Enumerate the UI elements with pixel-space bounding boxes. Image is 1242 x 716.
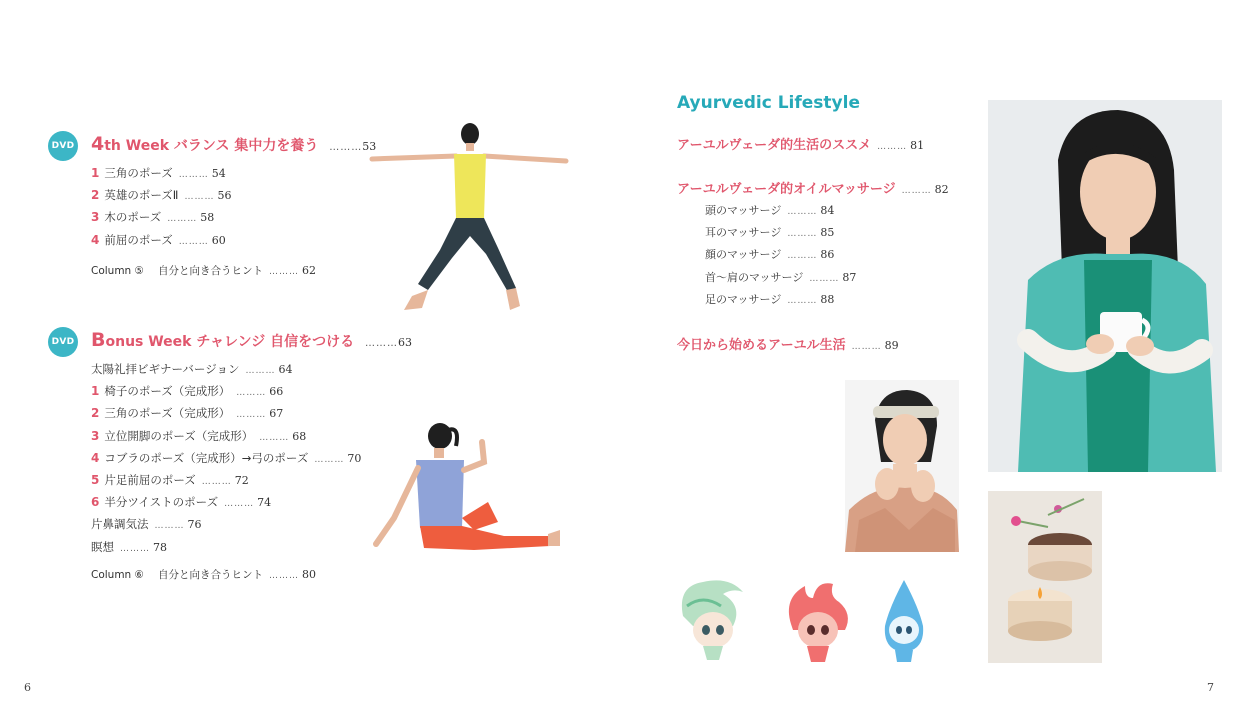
toc-item [91, 232, 231, 254]
week4-heading-en: th Week [104, 138, 170, 154]
toc-item-label: 顔のマッサージ [705, 248, 782, 262]
massage-sub-list [705, 202, 856, 313]
kapha-character-icon [879, 578, 929, 668]
toc-item-label: 耳のマッサージ [705, 226, 782, 240]
toc-item-number: 4 [91, 450, 100, 465]
toc-item-label: 頭のマッサージ [705, 204, 782, 217]
right-page [621, 0, 1242, 716]
warrior-pose-photo [360, 118, 580, 318]
toc-item [91, 405, 361, 427]
leader-dots: ……… [236, 388, 267, 399]
toc-item-label: 英雄のポーズⅡ [104, 188, 179, 203]
bonus-heading-initial: B [91, 329, 106, 351]
leader-dots: ……… [787, 207, 818, 217]
toc-item-page: 86 [820, 248, 835, 262]
toc-item [705, 202, 856, 224]
leader-dots: ……… [365, 338, 399, 349]
bonus-page: 63 [398, 336, 413, 349]
leader-dots: ……… [787, 251, 818, 262]
column-page: 62 [301, 264, 316, 277]
week4-page: 53 [362, 140, 377, 153]
toc-item [91, 450, 361, 472]
column-label: Column ⑥ [91, 569, 144, 581]
toc-item-page: 68 [292, 429, 307, 443]
toc-item-label: 片鼻調気法 [91, 517, 149, 532]
ayur-item-lifestyle [677, 134, 924, 153]
leader-dots: ……… [245, 366, 276, 376]
toc-item-number: 1 [91, 166, 100, 180]
toc-item [91, 428, 361, 450]
toc-item [91, 494, 361, 516]
leader-dots: ……… [178, 236, 209, 247]
leader-dots: ……… [167, 214, 198, 225]
leader-dots: ……… [178, 170, 209, 180]
toc-item-page: 78 [153, 540, 167, 554]
leader-dots: ……… [329, 142, 363, 153]
toc-item-page: 76 [187, 518, 202, 532]
leader-dots: ……… [201, 476, 232, 487]
toc-item-page: 64 [278, 363, 293, 376]
page-number-left: 6 [24, 681, 31, 694]
toc-item [91, 383, 361, 405]
bonus-list [91, 361, 361, 561]
toc-item-page: 74 [257, 496, 272, 510]
toc-item-label: 首〜肩のマッサージ [705, 270, 804, 284]
toc-item-number: 5 [91, 472, 100, 487]
toc-item-label: 片足前屈のポーズ [104, 472, 196, 487]
ayur-item-oil-massage [677, 178, 949, 197]
toc-item-label: 足のマッサージ [705, 292, 782, 306]
toc-item-number: 1 [91, 384, 100, 399]
toc-item-label: コブラのポーズ（完成形）→弓のポーズ [104, 450, 309, 465]
toc-item-label: 前屈のポーズ [104, 232, 173, 247]
toc-item-number: 3 [91, 210, 100, 225]
column-page: 80 [301, 568, 316, 581]
leader-dots: ……… [224, 499, 255, 510]
column-label: Column ⑤ [91, 265, 144, 277]
toc-item [91, 165, 231, 187]
toc-item [91, 539, 361, 561]
bonus-heading-jp: チャレンジ 自信をつける [196, 334, 355, 350]
toc-item [705, 224, 856, 246]
toc-item-number: 2 [91, 188, 100, 203]
leader-dots: ……… [184, 192, 215, 203]
pitta-character-icon [783, 578, 853, 668]
neck-massage-illustration [845, 380, 959, 552]
toc-item [705, 246, 856, 268]
candles-illustration [988, 491, 1102, 663]
toc-item-label: 椅子のポーズ（完成形） [104, 384, 231, 399]
toc-item-page: 58 [200, 211, 215, 225]
toc-item-page: 72 [234, 473, 249, 487]
toc-item-page: 88 [820, 292, 835, 306]
toc-item-label: 三角のポーズ（完成形） [104, 406, 231, 421]
toc-item-label: 三角のポーズ [104, 166, 173, 180]
ayur-item-label: アーユルヴェーダ的生活のススメ [677, 138, 872, 153]
page-number-right: 7 [1207, 681, 1214, 694]
neck-massage-photo [845, 380, 959, 552]
vata-character-icon [673, 576, 753, 668]
leader-dots: ……… [787, 295, 818, 306]
toc-item-page: 56 [217, 189, 232, 203]
section-title: Ayurvedic Lifestyle [677, 93, 860, 113]
bonus-column-line [91, 567, 316, 582]
dvd-badge-week4: DVD [48, 131, 78, 161]
woman-with-cup-photo [988, 100, 1222, 472]
toc-item-label: 立位開脚のポーズ（完成形） [104, 428, 254, 443]
toc-item-page: 67 [269, 407, 284, 421]
toc-item-number: 2 [91, 406, 100, 421]
week4-heading [91, 133, 376, 155]
toc-item [91, 472, 361, 494]
leader-dots: ……… [787, 229, 818, 240]
toc-item-page: 54 [211, 167, 226, 180]
leader-dots: ……… [154, 521, 185, 532]
candles-photo [988, 491, 1102, 663]
leader-dots: ……… [877, 142, 908, 152]
ayur-item-page: 82 [934, 183, 949, 196]
bonus-heading-en: onus Week [105, 334, 192, 350]
toc-item-label: 瞑想 [91, 539, 114, 554]
toc-item-label: 木のポーズ [104, 210, 162, 225]
ayur-item-start-today [677, 334, 899, 353]
leader-dots: ……… [901, 186, 932, 196]
toc-item-number: 3 [91, 428, 100, 443]
woman-with-cup-illustration [988, 100, 1222, 472]
toc-item-page: 70 [347, 451, 362, 465]
toc-item [91, 209, 231, 231]
leader-dots: ……… [259, 432, 290, 443]
toc-item-label: 太陽礼拝ビギナーバージョン [91, 362, 240, 376]
week4-heading-jp: バランス 集中力を養う [173, 138, 319, 154]
leader-dots: ……… [268, 571, 299, 581]
leader-dots: ……… [314, 454, 345, 465]
leader-dots: ……… [236, 410, 267, 421]
week4-list [91, 165, 231, 254]
toc-item [91, 187, 231, 209]
bonus-heading [91, 329, 412, 351]
toc-item-page: 66 [269, 385, 284, 399]
ayur-item-page: 89 [884, 339, 899, 352]
ayur-item-label: 今日から始めるアーユル生活 [677, 338, 846, 353]
column-title: 自分と向き合うヒント [157, 569, 263, 581]
toc-item-page: 85 [820, 226, 835, 240]
toc-item-page: 60 [211, 233, 226, 247]
leader-dots: ……… [809, 273, 840, 284]
toc-item-page: 84 [820, 204, 835, 217]
toc-item [91, 516, 361, 538]
dvd-badge-bonus: DVD [48, 327, 78, 357]
column-title: 自分と向き合うヒント [157, 265, 263, 277]
toc-item-number: 6 [91, 495, 100, 510]
toc-item [91, 361, 361, 383]
week4-column-line [91, 263, 316, 278]
toc-item [705, 269, 856, 291]
toc-item-label: 半分ツイストのポーズ [104, 495, 219, 510]
leader-dots: ……… [851, 342, 882, 352]
leader-dots: ……… [268, 267, 299, 277]
week4-heading-initial: 4 [91, 133, 105, 155]
ayur-item-page: 81 [910, 139, 925, 152]
ayur-item-label: アーユルヴェーダ的オイルマッサージ [677, 182, 896, 197]
toc-item-number: 4 [91, 232, 100, 247]
toc-item [705, 291, 856, 313]
leader-dots: ……… [120, 543, 150, 554]
seated-twist-photo [364, 418, 564, 558]
toc-item-page: 87 [842, 270, 857, 284]
